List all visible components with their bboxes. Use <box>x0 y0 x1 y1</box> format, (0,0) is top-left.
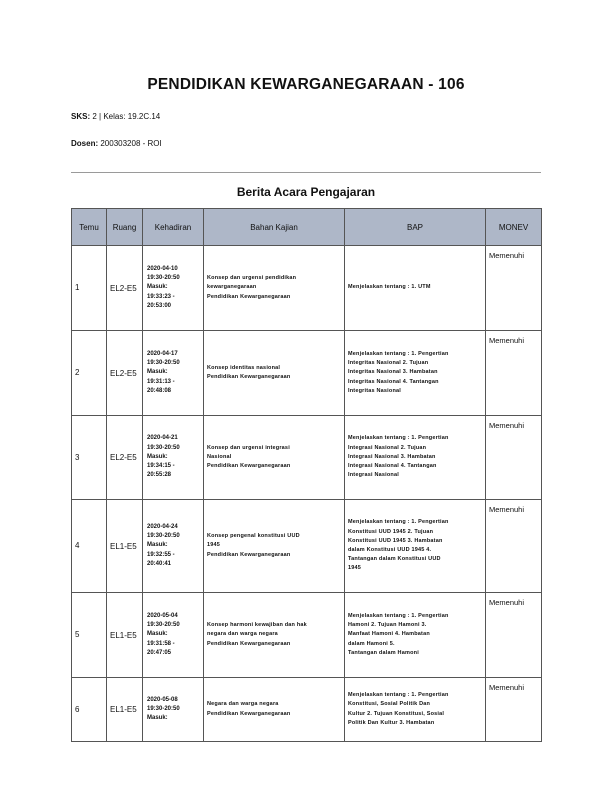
table-row <box>72 416 542 500</box>
cell-kehadiran-line: 19:32:55 - <box>147 551 175 558</box>
cell-ruang: EL2-E5 <box>107 416 143 500</box>
cell-bap-line: dalam Hamoni 5. <box>348 640 395 647</box>
cell-bahan-kajian-line: Nasional <box>207 453 232 460</box>
cell-bahan-kajian-line: Pendidikan Kewarganegaraan <box>207 640 291 647</box>
cell-temu: 2 <box>72 331 107 416</box>
cell-bap-line: Integritas Nasional 2. Tujuan <box>348 360 429 367</box>
cell-monev: Memenuhi <box>486 416 542 500</box>
cell-temu: 1 <box>72 246 107 331</box>
cell-ruang: EL2-E5 <box>107 246 143 331</box>
cell-kehadiran-line: 19:30-20:50 <box>147 622 180 629</box>
cell-bahan-kajian-line: negara dan warga negara <box>207 631 278 638</box>
cell-monev: Memenuhi <box>486 331 542 416</box>
cell-kehadiran-line: 19:31:13 - <box>147 378 175 385</box>
cell-kehadiran-line: 19:33:23 - <box>147 293 175 300</box>
table-header-row <box>72 209 542 246</box>
cell-monev: Memenuhi <box>486 500 542 593</box>
cell-bahan-kajian-line: Pendidikan Kewarganegaraan <box>207 293 291 300</box>
cell-bap-line: Integrasi Nasional <box>348 472 399 479</box>
bap-table <box>71 208 542 742</box>
cell-kehadiran-line: 19:30-20:50 <box>147 360 180 367</box>
cell-kehadiran-line: 20:55:28 <box>147 472 172 479</box>
cell-kehadiran-line: Masuk: <box>147 369 168 376</box>
column-header-bahan-kajian: Bahan Kajian <box>204 209 345 246</box>
column-header-ruang: Ruang <box>107 209 143 246</box>
column-header-kehadiran: Kehadiran <box>143 209 204 246</box>
cell-kehadiran-line: 2020-04-21 <box>147 435 178 442</box>
divider <box>71 172 541 173</box>
cell-bahan-kajian-line: Konsep pengenal konstitusi UUD <box>207 533 300 540</box>
dosen-label: Dosen: <box>71 139 99 148</box>
cell-bahan-kajian-line: Pendidikan Kewarganegaraan <box>207 710 291 717</box>
cell-kehadiran-line: 19:31:58 - <box>147 640 175 647</box>
section-title: Berita Acara Pengajaran <box>236 185 376 199</box>
cell-bahan-kajian <box>204 416 345 500</box>
cell-temu: 5 <box>72 593 107 678</box>
cell-bahan-kajian-line: Pendidikan Kewarganegaraan <box>207 374 291 380</box>
cell-monev: Memenuhi <box>486 678 542 742</box>
cell-kehadiran-line: 20:47:05 <box>147 649 172 656</box>
cell-bap-line: Integritas Nasional 4. Tantangan <box>348 378 439 385</box>
cell-bahan-kajian <box>204 678 345 742</box>
cell-bap-line: Tantangan dalam Konstitusi UUD <box>348 556 441 563</box>
cell-ruang: EL1-E5 <box>107 593 143 678</box>
cell-ruang: EL2-E5 <box>107 331 143 416</box>
cell-monev: Memenuhi <box>486 593 542 678</box>
cell-bap-line: Integritas Nasional <box>348 387 402 394</box>
cell-kehadiran-line: 2020-05-08 <box>147 696 178 703</box>
cell-kehadiran-line: 19:34:15 - <box>147 463 175 470</box>
cell-kehadiran-line: Masuk: <box>147 542 168 549</box>
cell-monev: Memenuhi <box>486 246 542 331</box>
cell-kehadiran-line: 19:30-20:50 <box>147 275 180 282</box>
cell-kehadiran-line: 19:30-20:50 <box>147 533 180 540</box>
cell-ruang: EL1-E5 <box>107 678 143 742</box>
cell-kehadiran-line: 2020-05-04 <box>147 612 178 619</box>
cell-bap <box>345 331 486 416</box>
cell-bahan-kajian-line: kewarganegaraan <box>207 284 257 291</box>
cell-bap-line: Menjelaskan tentang : 1. Pengertian <box>348 350 449 357</box>
cell-bahan-kajian-line: Pendidikan Kewarganegaraan <box>207 463 291 470</box>
cell-bap-line: Integritas Nasional 3. Hambatan <box>348 369 438 376</box>
cell-bahan-kajian-line: Konsep dan urgensi pendidikan <box>207 275 297 282</box>
cell-bahan-kajian <box>204 500 345 593</box>
cell-bahan-kajian-line: Konsep identitas nasional <box>207 364 281 371</box>
cell-bap-line: Menjelaskan tentang : 1. UTM <box>348 284 431 291</box>
cell-kehadiran <box>143 331 204 416</box>
cell-kehadiran-line: Masuk: <box>147 453 168 460</box>
cell-kehadiran <box>143 593 204 678</box>
cell-bap-line: Hamoni 2. Tujuan Hamoni 3. <box>348 622 427 629</box>
cell-bap-line: dalam Konstitusi UUD 1945 4. <box>348 547 432 553</box>
document-title: PENDIDIKAN KEWARGANEGARAAN - 106 <box>147 76 465 93</box>
cell-bahan-kajian-line: Konsep dan urgensi integrasi <box>207 444 290 451</box>
table-row <box>72 678 542 742</box>
cell-bap-line: Menjelaskan tentang : 1. Pengertian <box>348 612 449 619</box>
column-header-temu: Temu <box>72 209 107 246</box>
cell-bap-line: Konstitusi UUD 1945 3. Hambatan <box>348 537 443 544</box>
cell-bahan-kajian-line: Pendidikan Kewarganegaraan <box>207 551 291 558</box>
cell-kehadiran-line: 2020-04-17 <box>147 350 178 357</box>
cell-bap-line: Politik Dan Kultur 3. Hambatan <box>348 719 435 726</box>
cell-kehadiran <box>143 678 204 742</box>
cell-bap <box>345 678 486 742</box>
cell-bap-line: Tantangan dalam Hamoni <box>348 649 419 656</box>
cell-bap <box>345 246 486 331</box>
table-row <box>72 246 542 331</box>
cell-temu: 6 <box>72 678 107 742</box>
cell-bap-line: 1945 <box>348 565 362 572</box>
cell-bap-line: Integrasi Nasional 3. Hambatan <box>348 453 436 460</box>
column-header-monev: MONEV <box>486 209 542 246</box>
cell-bahan-kajian-line: Konsep harmoni kewajiban dan hak <box>207 622 307 629</box>
cell-kehadiran <box>143 416 204 500</box>
cell-bap-line: Integrasi Nasional 2. Tujuan <box>348 444 427 451</box>
sks-label: SKS: <box>71 112 91 121</box>
table-row <box>72 593 542 678</box>
cell-ruang: EL1-E5 <box>107 500 143 593</box>
table-row <box>72 500 542 593</box>
cell-bap-line: Menjelaskan tentang : 1. Pengertian <box>348 519 449 526</box>
cell-kehadiran-line: 20:48:08 <box>147 387 172 394</box>
cell-bap-line: Konstitusi, Sosial Politik Dan <box>348 701 431 708</box>
dosen-info <box>71 139 162 148</box>
cell-kehadiran-line: 20:53:00 <box>147 302 172 309</box>
cell-kehadiran-line: 19:30-20:50 <box>147 705 180 712</box>
cell-bap-line: Manfaat Hamoni 4. Hambatan <box>348 631 430 638</box>
cell-kehadiran-line: 20:40:41 <box>147 560 172 567</box>
cell-kehadiran-line: Masuk: <box>147 715 168 722</box>
dosen-value: 200303208 - ROI <box>100 139 162 148</box>
cell-bahan-kajian <box>204 331 345 416</box>
cell-bap-line: Konstitusi UUD 1945 2. Tujuan <box>348 528 434 535</box>
cell-kehadiran-line: Masuk: <box>147 284 168 291</box>
cell-kehadiran-line: 2020-04-24 <box>147 523 178 530</box>
cell-kehadiran-line: 19:30-20:50 <box>147 444 180 451</box>
cell-kehadiran-line: 2020-04-10 <box>147 265 178 272</box>
cell-bap-line: Menjelaskan tentang : 1. Pengertian <box>348 692 449 699</box>
cell-bap-line: Integrasi Nasional 4. Tantangan <box>348 463 437 470</box>
sks-value: 2 | Kelas: 19.2C.14 <box>92 112 161 121</box>
cell-kehadiran <box>143 246 204 331</box>
cell-kehadiran <box>143 500 204 593</box>
cell-bap <box>345 593 486 678</box>
cell-bahan-kajian-line: Negara dan warga negara <box>207 701 279 708</box>
cell-kehadiran-line: Masuk: <box>147 631 168 638</box>
cell-temu: 4 <box>72 500 107 593</box>
sks-info <box>71 112 160 121</box>
cell-bap-line: Kultur 2. Tujuan Konstitusi, Sosial <box>348 710 445 717</box>
table-row <box>72 331 542 416</box>
cell-bahan-kajian <box>204 593 345 678</box>
cell-bap-line: Menjelaskan tentang : 1. Pengertian <box>348 435 449 442</box>
cell-bap <box>345 500 486 593</box>
cell-bahan-kajian <box>204 246 345 331</box>
column-header-bap: BAP <box>345 209 486 246</box>
cell-bahan-kajian-line: 1945 <box>207 542 221 549</box>
cell-bap <box>345 416 486 500</box>
cell-temu: 3 <box>72 416 107 500</box>
